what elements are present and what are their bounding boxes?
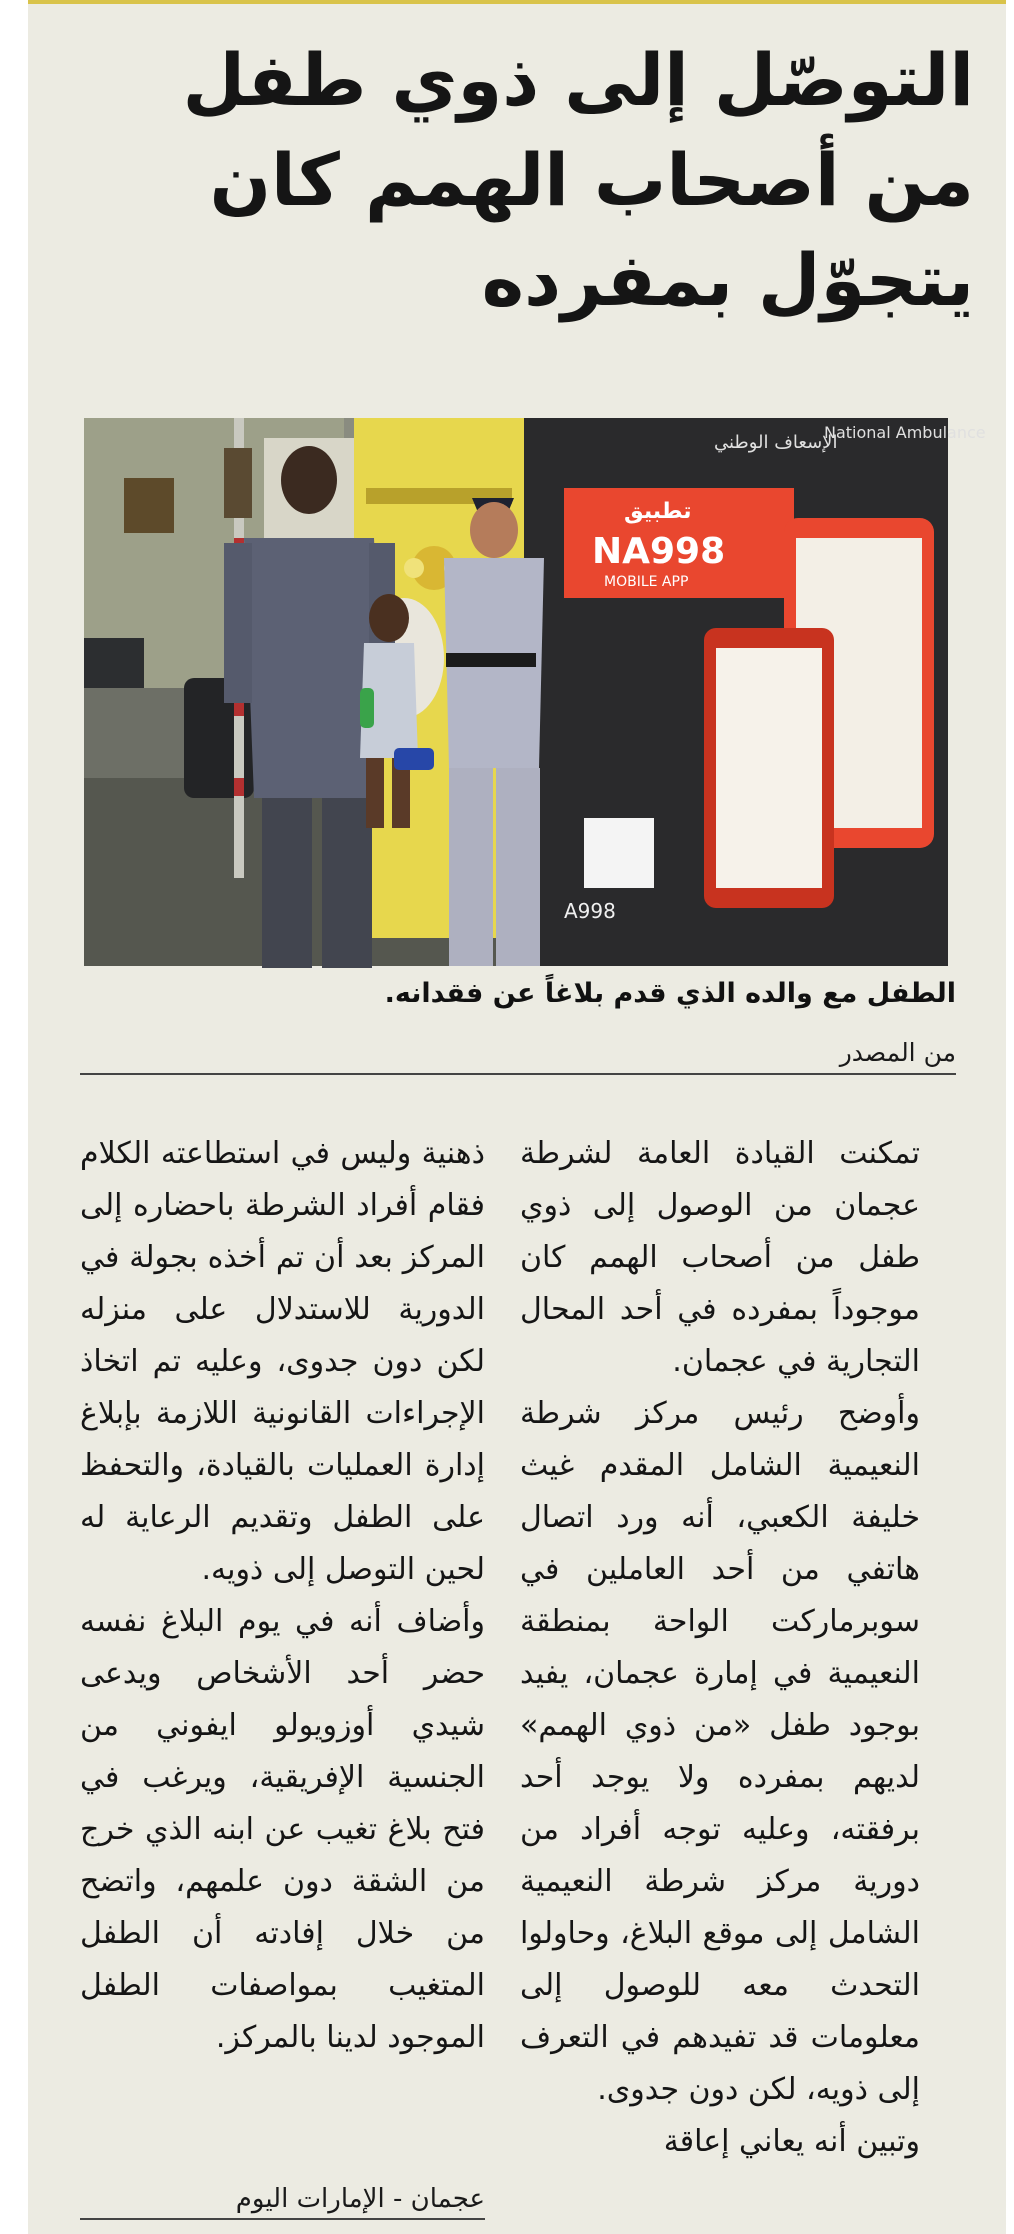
photo-caption: الطفل مع والده الذي قدم بلاغاً عن فقدانه. [384, 978, 956, 1009]
headline-line-1: التوصّل إلى ذوي طفل [182, 38, 974, 122]
article-paragraph: وأضاف أنه في يوم البلاغ نفسه حضر أحد الأشخاص ويدعى شيدي أوزويولو ايفوني من الجنسية الإفريقية، ويرغب في فتح بلاغ تغيب عن ابنه الذي خرج من الشقة دون علمهم، واتضح من خلال إفادته أن الطفل المتغيب بمواصفات الطفل الموجود لدينا بالمركز. [80, 1604, 485, 2055]
article-signoff: عجمان - الإمارات اليوم [80, 2184, 485, 2220]
article-paragraph: وأوضح رئيس مركز شرطة النعيمية الشامل المقدم غيث خليفة الكعبي، أنه ورد اتصال هاتفي من أحد العاملين في سوبرماركت الواحة بمنطقة النعيمية في إمارة عجمان، يفيد بوجود طفل «من ذوي الهمم» لديهم بمفرده ولا يوجد أحد برفقته، وعليه توجه أفراد من دورية مركز شرطة النعيمية الشامل إلى موقع البلاغ، وحاولوا التحدث معه للوصول إلى معلومات قد تفيدهم في التعرف إلى ذويه، لكن دون جدوى. [520, 1396, 920, 2107]
headline-line-3: يتجوّل بمفرده [481, 238, 974, 322]
news-photo [84, 418, 986, 966]
article-column-right [520, 1128, 920, 2168]
poster-app-sub: MOBILE APP [604, 574, 689, 590]
article-paragraph: تمكنت القيادة العامة لشرطة عجمان من الوصول إلى ذوي طفل من أصحاب الهمم كان موجوداً بمفرده في أحد المحال التجارية في عجمان. [520, 1136, 920, 1379]
poster-app-ar: تطبيق [624, 499, 692, 524]
article-column-left [80, 1128, 485, 2064]
poster-app-small: A998 [564, 899, 616, 923]
headline-line-2: من أصحاب الهمم كان [209, 138, 974, 222]
top-rule [28, 0, 1006, 4]
article-paragraph: وتبين أنه يعاني إعاقة [663, 2124, 920, 2159]
photo-source: من المصدر [80, 1038, 956, 1075]
poster-org-en: National Ambulance [824, 423, 986, 442]
article-paragraph: ذهنية وليس في استطاعته الكلام فقام أفراد الشرطة باحضاره إلى المركز بعد أن تم أخذه بجولة في الدورية للاستدلال على منزله لكن دون جدوى، وعليه تم اتخاذ الإجراءات القانونية اللازمة بإبلاغ إدارة العمليات بالقيادة، والتحفظ على الطفل وتقديم الرعاية له لحين التوصل إلى ذويه. [80, 1136, 485, 1587]
poster-org-ar: الإسعاف الوطني [714, 432, 838, 453]
headline [80, 30, 974, 330]
poster-app-name: NA998 [592, 531, 726, 572]
